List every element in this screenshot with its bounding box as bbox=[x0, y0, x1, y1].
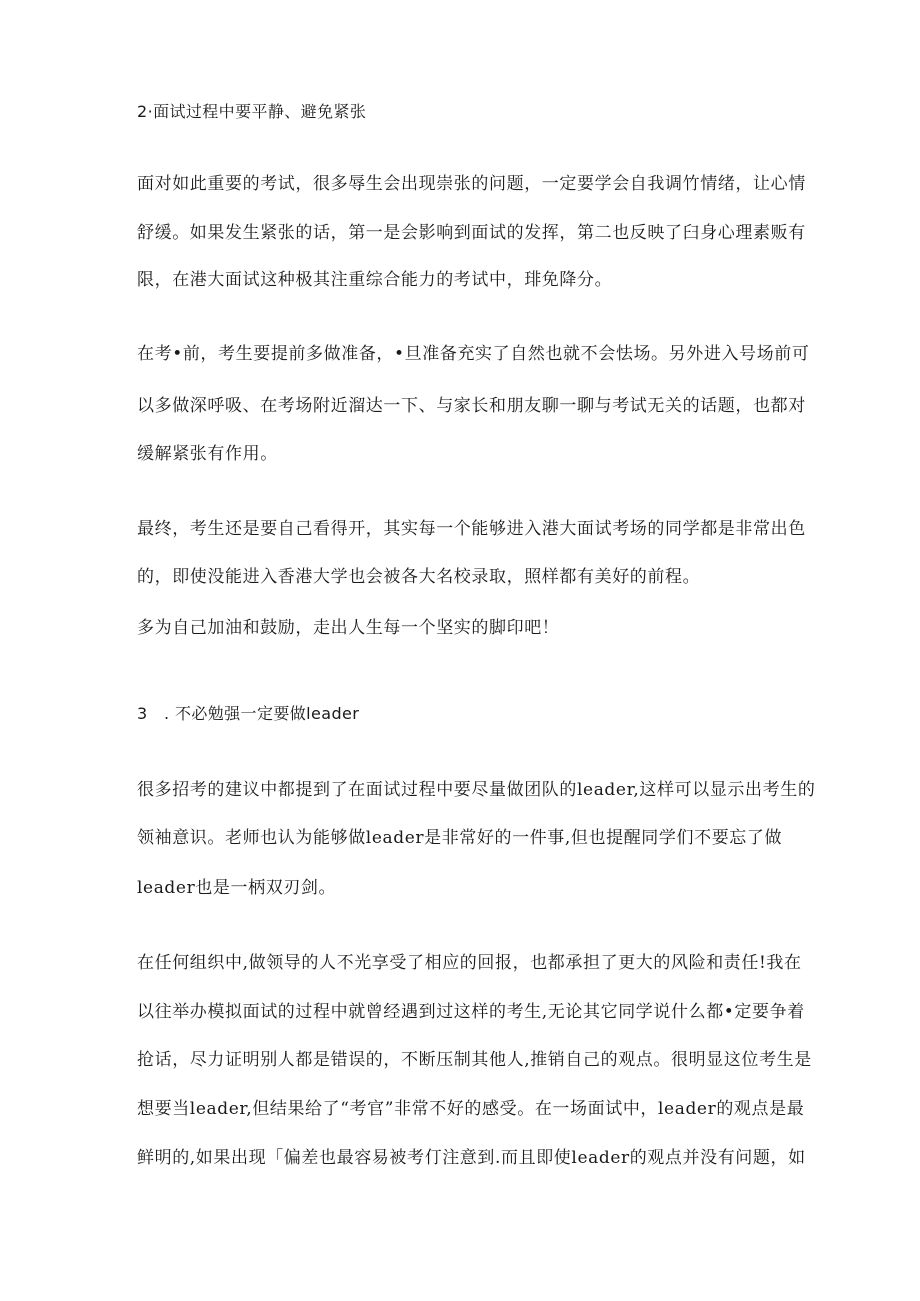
paragraph-line: 缓解紧张有作用。 bbox=[137, 444, 278, 464]
paragraph-line: 鲜明的,如果出现「偏差也最容易被考仃注意到.而且即使leader的观点并没有问题，如 bbox=[137, 1148, 806, 1168]
paragraph-line: 以往举办模拟面试的过程中就曾经遇到过这样的考生,无论其它同学说什么都•定要争着 bbox=[137, 1002, 805, 1022]
paragraph-line: 舒缓。如果发生紧张的话，第一是会影响到面试的发挥，第二也反映了臼身心理素贩有 bbox=[137, 223, 806, 243]
paragraph-line: 的，即使没能进入香港大学也会被各大名校录取，照样都有美好的前程。 bbox=[137, 567, 701, 587]
paragraph-line: 领袖意识。老师也认为能够做leader是非常好的一件事,但也提醒同学们不要忘了做 bbox=[137, 828, 783, 848]
paragraph-line: 最终，考生还是要自己看得开，其实每一个能够进入港大面试考场的同学都是非常出色 bbox=[137, 519, 806, 539]
paragraph-line: 限，在港大面试这种极其注重综合能力的考试中，琲免降分。 bbox=[137, 270, 613, 290]
paragraph-line: 以多做深呼吸、在考场附近溜达一下、与家长和朋友聊一聊与考试无关的话题，也都对 bbox=[137, 396, 806, 416]
paragraph-line: 在任何组织中,做领导的人不光享受了相应的回报，也都承担了更大的风险和责任!我在 bbox=[137, 953, 802, 973]
paragraph-line: 很多招考的建议中都提到了在面试过程中要尽量做团队的leader,这样可以显示出考生的 bbox=[137, 780, 816, 800]
paragraph-line: 在考•前，考生要提前多做准备，•旦准备充实了自然也就不会怯场。另外进入号场前可 bbox=[137, 344, 810, 364]
paragraph-line: 想要当leader,但结果给了“考官”非常不好的感受。在一场面试中，leader的观点是最 bbox=[137, 1099, 805, 1119]
paragraph-line: 面对如此重要的考试，很多辱生会出现崇张的问题，一定要学会自我调竹情绪，让心情 bbox=[137, 174, 806, 194]
section-2-heading: 2·面试过程中要平静、避免紧张 bbox=[137, 102, 367, 121]
paragraph-line: 多为自己加油和鼓励，走出人生每一个坚实的脚印吧！ bbox=[137, 618, 560, 638]
section-3-heading: 3 . 不必勉强一定要做leader bbox=[137, 704, 360, 723]
paragraph-line: leader也是一柄双刃剑。 bbox=[137, 878, 337, 898]
paragraph-line: 抢话，尽力证明别人都是错误的，不断压制其他人,推销自己的观点。很明显这位考生是 bbox=[137, 1050, 812, 1070]
